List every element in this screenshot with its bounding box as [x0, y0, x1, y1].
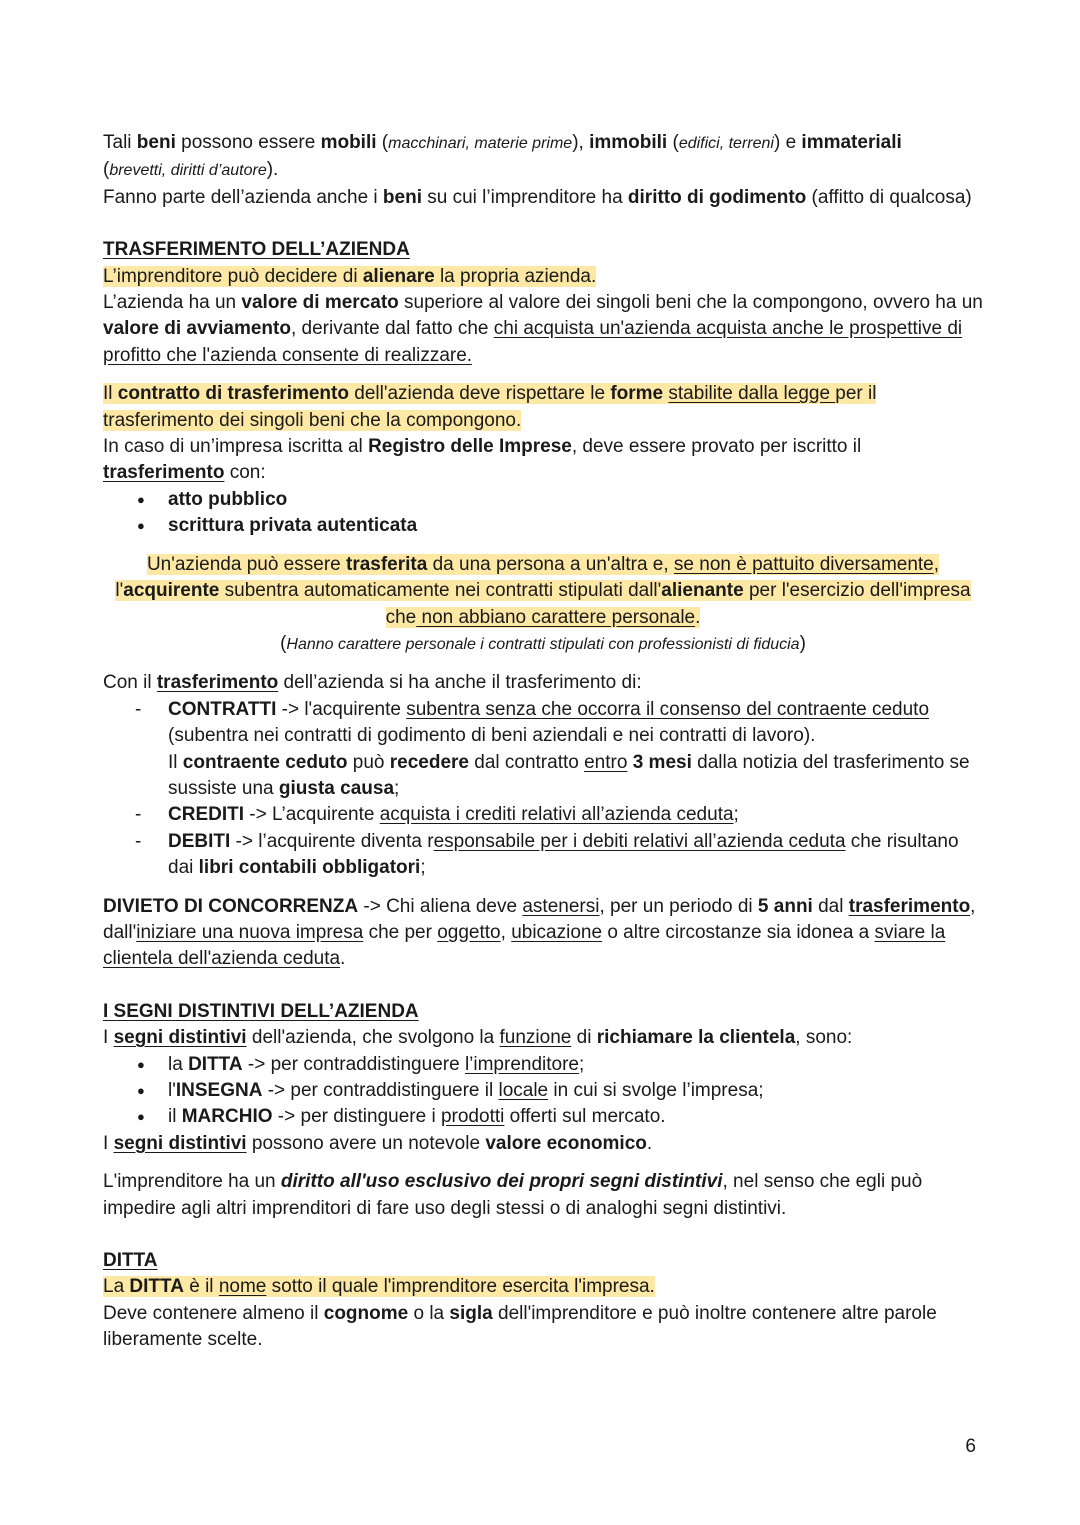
page-number: 6	[965, 1436, 976, 1457]
document-body	[103, 130, 983, 1354]
list-item-ditta: ● la DITTA -> per contraddistinguere l’imprenditore;	[103, 1052, 983, 1078]
effetti-intro: Con il trasferimento dell’azienda si ha anche il trasferimento di:	[103, 672, 642, 694]
segni-list	[103, 1052, 983, 1131]
ditta-paragraph: Deve contenere almeno il cognome o la sigla dell'imprenditore e può inoltre contenere altre parole liberamente scelte.	[103, 1302, 937, 1351]
contratto-highlight: Il contratto di trasferimento dell'azienda deve rispettare le forme stabilite dalla legge per il trasferimento dei singoli beni che la compongono.	[103, 383, 877, 431]
intro-paragraph: Tali beni possono essere mobili (macchinari, materie prime), immobili (edifici, terreni) e immateriali (brevetti, diritti d’autore). Fanno parte dell’azienda anche i beni su cui l’imprenditore ha diritto di godimento (affitto di qualcosa)	[103, 132, 972, 208]
segni-intro: I segni distintivi dell'azienda, che svolgono la funzione di richiamare la clientela, sono:	[103, 1027, 853, 1049]
section-heading-segni: I SEGNI DISTINTIVI DELL’AZIENDA	[103, 1000, 419, 1022]
ditta-highlight: La DITTA è il nome sotto il quale l'imprenditore esercita l'impresa.	[103, 1276, 655, 1298]
diritto-esclusivo: L'imprenditore ha un diritto all'uso esclusivo dei propri segni distintivi, nel senso che egli può impedire agli altri imprenditori di fare uso degli stessi o di analoghi segni distintivi.	[103, 1171, 923, 1219]
centered-note: (Hanno carattere personale i contratti stipulati con professionisti di fiducia)	[280, 632, 806, 654]
list-item-marchio: ● il MARCHIO -> per distinguere i prodotti offerti sul mercato.	[103, 1104, 983, 1130]
registro-paragraph: In caso di un’impresa iscritta al Registro delle Imprese, deve essere provato per iscritto il trasferimento con:	[103, 436, 862, 484]
list-item-crediti: - CREDITI -> L’acquirente acquista i crediti relativi all’azienda ceduta;	[103, 802, 983, 828]
forme-list	[103, 487, 983, 540]
valore-paragraph: L’azienda ha un valore di mercato superiore al valore dei singoli beni che la compongono, ovvero ha un valore di avviamento, derivante dal fatto che chi acquista un'azienda acquista anche le prospettive di profitto che l'azienda consente di realizzare.	[103, 292, 983, 366]
alienare-highlight: L’imprenditore può decidere di alienare la propria azienda.	[103, 265, 597, 287]
section-heading-trasferimento: TRASFERIMENTO DELL’AZIENDA	[103, 239, 410, 261]
list-item: ● scrittura privata autenticata	[103, 513, 983, 539]
list-item-insegna: ● l'INSEGNA -> per contraddistinguere il locale in cui si svolge l’impresa;	[103, 1078, 983, 1104]
divieto-paragraph: DIVIETO DI CONCORRENZA -> Chi aliena deve astenersi, per un periodo di 5 anni dal trasferimento, dall'iniziare una nuova impresa che per oggetto, ubicazione o altre circostanze sia idonea a sviare la clientela dell'azienda ceduta.	[103, 895, 976, 970]
list-item-debiti: - DEBITI -> l’acquirente diventa responsabile per i debiti relativi all’azienda ceduta che risultano dai libri contabili obbligatori;	[103, 829, 983, 882]
list-item-contratti: - CONTRATTI -> l'acquirente subentra senza che occorra il consenso del contraente ceduto (subentra nei contratti di godimento di beni aziendali e nei contratti di lavoro). Il contraente ceduto può recedere dal contratto entro 3 mesi dalla notizia del trasferimento se sussiste una giusta causa;	[103, 697, 983, 803]
centered-highlight: Un'azienda può essere trasferita da una persona a un'altra e, se non è pattuito diversamente, l'acquirente subentra automaticamente nei contratti stipulati dall'alienante per l'esercizio dell'impresa che non abbiano carattere personale.	[115, 553, 971, 628]
effetti-list	[103, 697, 983, 882]
list-item: ● atto pubblico	[103, 487, 983, 513]
section-heading-ditta: DITTA	[103, 1250, 158, 1272]
valore-economico: I segni distintivi possono avere un notevole valore economico.	[103, 1132, 653, 1154]
